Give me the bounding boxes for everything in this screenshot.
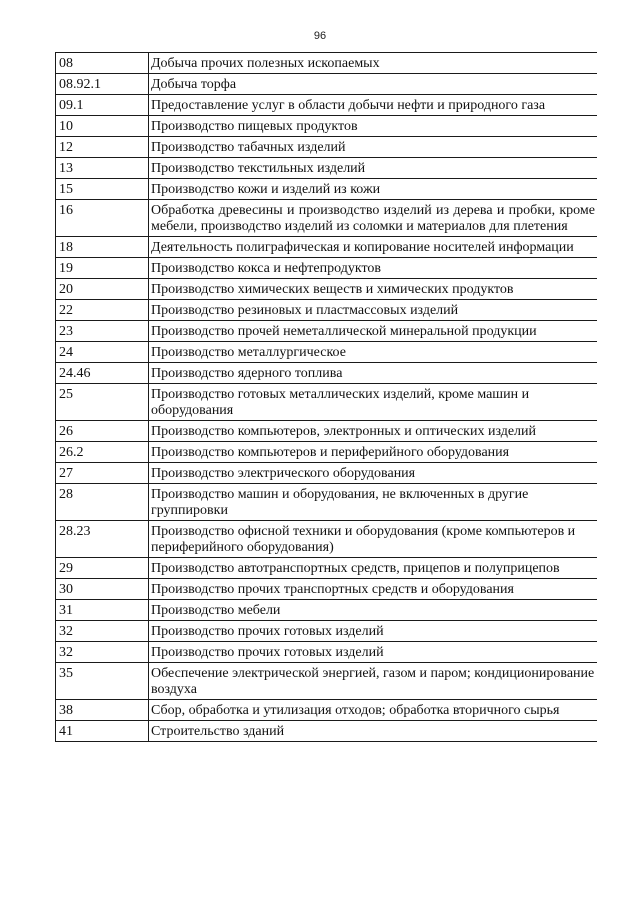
activity-code: 22 <box>56 300 149 321</box>
table-row <box>56 621 598 642</box>
activity-name: Обеспечение электрической энергией, газом и паром; кондиционирование воздуха <box>149 663 598 700</box>
activity-code: 29 <box>56 558 149 579</box>
activity-name: Производство прочих готовых изделий <box>149 642 598 663</box>
activity-code: 08.92.1 <box>56 74 149 95</box>
table-row <box>56 53 598 74</box>
activity-name: Производство машин и оборудования, не включенных в другие группировки <box>149 484 598 521</box>
table-row <box>56 158 598 179</box>
activity-name: Производство текстильных изделий <box>149 158 598 179</box>
activity-code: 15 <box>56 179 149 200</box>
activity-name: Обработка древесины и производство изделий из дерева и пробки, кроме мебели, производство изделий из соломки и материалов для плетения <box>149 200 598 237</box>
activity-name: Добыча торфа <box>149 74 598 95</box>
table-row <box>56 300 598 321</box>
activity-code: 41 <box>56 721 149 742</box>
activity-name: Производство табачных изделий <box>149 137 598 158</box>
activity-name: Сбор, обработка и утилизация отходов; обработка вторичного сырья <box>149 700 598 721</box>
activity-name: Производство компьютеров, электронных и оптических изделий <box>149 421 598 442</box>
activity-name: Добыча прочих полезных ископаемых <box>149 53 598 74</box>
activity-code: 23 <box>56 321 149 342</box>
table-row <box>56 600 598 621</box>
activity-name: Деятельность полиграфическая и копирование носителей информации <box>149 237 598 258</box>
activity-code: 35 <box>56 663 149 700</box>
table-row <box>56 721 598 742</box>
activity-name: Предоставление услуг в области добычи нефти и природного газа <box>149 95 598 116</box>
activity-name: Производство кожи и изделий из кожи <box>149 179 598 200</box>
activity-name: Производство офисной техники и оборудования (кроме компьютеров и периферийного оборудования) <box>149 521 598 558</box>
okved-table <box>55 52 597 742</box>
activity-name: Производство прочей неметаллической минеральной продукции <box>149 321 598 342</box>
table-row <box>56 321 598 342</box>
activity-name: Производство металлургическое <box>149 342 598 363</box>
table-row <box>56 663 598 700</box>
activity-code: 18 <box>56 237 149 258</box>
activity-code: 30 <box>56 579 149 600</box>
activity-name: Производство ядерного топлива <box>149 363 598 384</box>
activity-code: 13 <box>56 158 149 179</box>
table-row <box>56 95 598 116</box>
activity-code: 08 <box>56 53 149 74</box>
activity-code: 32 <box>56 621 149 642</box>
activity-name: Производство кокса и нефтепродуктов <box>149 258 598 279</box>
activity-code: 28.23 <box>56 521 149 558</box>
activity-name: Производство химических веществ и химических продуктов <box>149 279 598 300</box>
activity-code: 31 <box>56 600 149 621</box>
table-row <box>56 137 598 158</box>
activity-code: 26.2 <box>56 442 149 463</box>
table-row <box>56 484 598 521</box>
table-row <box>56 200 598 237</box>
table-row <box>56 342 598 363</box>
table-row <box>56 384 598 421</box>
activity-code: 16 <box>56 200 149 237</box>
activity-name: Производство электрического оборудования <box>149 463 598 484</box>
table-row <box>56 74 598 95</box>
activity-code: 20 <box>56 279 149 300</box>
activity-code: 09.1 <box>56 95 149 116</box>
okved-table-body <box>56 53 598 742</box>
activity-code: 24.46 <box>56 363 149 384</box>
activity-name: Строительство зданий <box>149 721 598 742</box>
table-row <box>56 116 598 137</box>
table-row <box>56 463 598 484</box>
activity-code: 27 <box>56 463 149 484</box>
table-row <box>56 237 598 258</box>
activity-code: 26 <box>56 421 149 442</box>
table-row <box>56 700 598 721</box>
activity-code: 19 <box>56 258 149 279</box>
table-row <box>56 579 598 600</box>
table-row <box>56 521 598 558</box>
activity-code: 24 <box>56 342 149 363</box>
activity-code: 28 <box>56 484 149 521</box>
activity-code: 12 <box>56 137 149 158</box>
activity-name: Производство готовых металлических изделий, кроме машин и оборудования <box>149 384 598 421</box>
okved-table-container <box>55 52 597 832</box>
table-row <box>56 363 598 384</box>
activity-code: 25 <box>56 384 149 421</box>
activity-name: Производство пищевых продуктов <box>149 116 598 137</box>
table-row <box>56 558 598 579</box>
activity-name: Производство компьютеров и периферийного оборудования <box>149 442 598 463</box>
activity-name: Производство прочих готовых изделий <box>149 621 598 642</box>
table-row <box>56 179 598 200</box>
table-row <box>56 442 598 463</box>
activity-code: 38 <box>56 700 149 721</box>
table-row <box>56 258 598 279</box>
activity-code: 32 <box>56 642 149 663</box>
table-row <box>56 642 598 663</box>
activity-name: Производство прочих транспортных средств и оборудования <box>149 579 598 600</box>
table-row <box>56 421 598 442</box>
table-row <box>56 279 598 300</box>
activity-name: Производство резиновых и пластмассовых изделий <box>149 300 598 321</box>
page-number: 96 <box>313 30 327 42</box>
activity-code: 10 <box>56 116 149 137</box>
activity-name: Производство автотранспортных средств, прицепов и полуприцепов <box>149 558 598 579</box>
activity-name: Производство мебели <box>149 600 598 621</box>
